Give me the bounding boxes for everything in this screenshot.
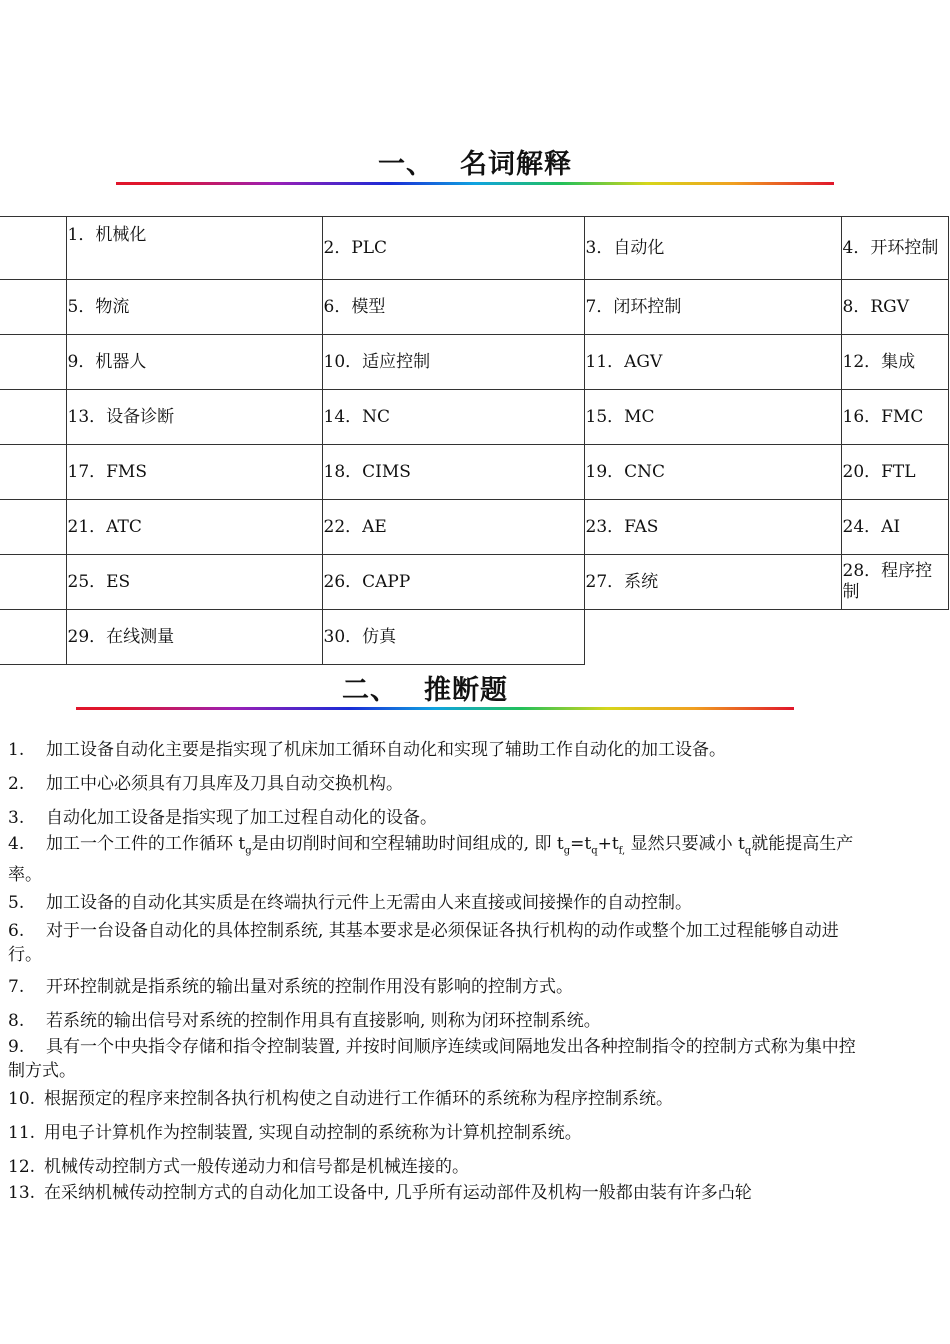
table-row: [0, 555, 948, 610]
question-number: 10.: [8, 1089, 36, 1110]
question-number: 11.: [8, 1123, 36, 1144]
table-cell-blank: [0, 445, 66, 500]
list-item: [8, 1121, 868, 1145]
table-row: [0, 217, 948, 280]
question-number: 8.: [8, 1011, 25, 1032]
term-cell: 25．ES: [66, 555, 322, 610]
table-row: [0, 500, 948, 555]
question-number: 7.: [8, 977, 25, 998]
question-text: 自动化加工设备是指实现了加工过程自动化的设备。: [46, 808, 437, 828]
question-number: 4.: [8, 834, 25, 854]
question-text: 在采纳机械传动控制方式的自动化加工设备中, 几乎所有运动部件及机构一般都由装有许多凸轮: [44, 1183, 752, 1204]
table-cell-blank: [0, 280, 66, 335]
term-cell: 16．FMC: [841, 390, 948, 445]
rainbow-divider: [76, 707, 794, 710]
term-cell: 11．AGV: [584, 335, 841, 390]
question-text: 对于一台设备自动化的具体控制系统, 其基本要求是必须保证各执行机构的动作或整个加工过程能够自动进行。: [8, 921, 839, 966]
term-cell: 5．物流: [66, 280, 322, 335]
list-item: [8, 806, 868, 830]
term-cell: 22．AE: [322, 500, 584, 555]
list-item: [8, 738, 868, 762]
table-cell-blank: [0, 610, 66, 665]
question-list: [8, 738, 868, 1205]
table-cell-blank: [0, 335, 66, 390]
question-number: 12.: [8, 1157, 36, 1178]
list-item: [8, 772, 868, 796]
term-cell: 28．程序控制: [841, 555, 948, 610]
term-cell: 7．闭环控制: [584, 280, 841, 335]
term-cell: 18．CIMS: [322, 445, 584, 500]
term-cell: 24．AI: [841, 500, 948, 555]
question-number: 5.: [8, 893, 25, 914]
section-number: 一、: [378, 149, 434, 180]
question-text: 具有一个中央指令存储和指令控制装置, 并按时间顺序连续或间隔地发出各种控制指令的控制方式称为集中控制方式。: [8, 1037, 856, 1082]
list-item: [8, 975, 868, 999]
section-number: 二、: [342, 675, 398, 706]
question-number: 6.: [8, 921, 25, 942]
section-heading-2: [0, 668, 900, 707]
question-text: 加工设备的自动化其实质是在终端执行元件上无需由人来直接或间接操作的自动控制。: [46, 893, 692, 914]
question-number: 3.: [8, 808, 25, 828]
term-cell: 3．自动化: [584, 217, 841, 280]
section-title: 推断题: [424, 675, 508, 706]
term-cell: 9．机器人: [66, 335, 322, 390]
question-text: 加工中心必须具有刀具库及刀具自动交换机构。: [46, 774, 403, 794]
term-cell: 20．FTL: [841, 445, 948, 500]
table-cell-blank: [0, 555, 66, 610]
term-cell: 1．机械化: [66, 217, 322, 280]
term-cell: 8．RGV: [841, 280, 948, 335]
table-cell-blank: [0, 217, 66, 280]
question-number: 13.: [8, 1183, 36, 1204]
table-cell-blank: [0, 500, 66, 555]
section-title: 名词解释: [460, 149, 572, 180]
term-cell: 13．设备诊断: [66, 390, 322, 445]
question-number: 9.: [8, 1037, 25, 1058]
table-row: [0, 390, 948, 445]
term-cell: 19．CNC: [584, 445, 841, 500]
list-item: [8, 919, 868, 967]
list-item: [8, 1035, 868, 1083]
table-row: [0, 445, 948, 500]
table-row: [0, 335, 948, 390]
term-cell: 14．NC: [322, 390, 584, 445]
term-cell: 27．系统: [584, 555, 841, 610]
list-item: [8, 1155, 868, 1179]
term-cell: 29．在线测量: [66, 610, 322, 665]
question-text: 开环控制就是指系统的输出量对系统的控制作用没有影响的控制方式。: [46, 977, 573, 998]
question-text: 加工一个工件的工作循环 $t_g$是由切削时间和空程辅助时间组成的, 即 $t_g=t_q+t_{f,}$ 显然只要减小 $t_q$就能提高生产率。: [8, 834, 854, 886]
term-cell: 4．开环控制: [841, 217, 948, 280]
list-item: [8, 832, 868, 887]
term-cell: 30．仿真: [322, 610, 584, 665]
term-cell: 17．FMS: [66, 445, 322, 500]
term-cell: 2．PLC: [322, 217, 584, 280]
term-cell: 6．模型: [322, 280, 584, 335]
list-item: [8, 1087, 868, 1111]
table-cell-blank: [584, 610, 841, 665]
term-cell: 23．FAS: [584, 500, 841, 555]
question-text: 用电子计算机作为控制装置, 实现自动控制的系统称为计算机控制系统。: [44, 1123, 582, 1144]
term-cell: 26．CAPP: [322, 555, 584, 610]
term-cell: 21．ATC: [66, 500, 322, 555]
term-cell: 10．适应控制: [322, 335, 584, 390]
table-row: [0, 280, 948, 335]
rainbow-divider: [116, 182, 834, 185]
question-number: 2.: [8, 774, 25, 794]
question-text: 加工设备自动化主要是指实现了机床加工循环自动化和实现了辅助工作自动化的加工设备。: [46, 740, 726, 760]
term-cell: 12．集成: [841, 335, 948, 390]
terms-table: [0, 216, 949, 665]
list-item: [8, 891, 868, 915]
question-text: 机械传动控制方式一般传递动力和信号都是机械连接的。: [44, 1157, 469, 1178]
table-cell-blank: [841, 610, 948, 665]
list-item: [8, 1009, 868, 1033]
question-text: 根据预定的程序来控制各执行机构使之自动进行工作循环的系统称为程序控制系统。: [44, 1089, 673, 1110]
question-number: 1.: [8, 740, 25, 760]
term-cell: 15．MC: [584, 390, 841, 445]
section-heading-1: [0, 142, 950, 181]
table-cell-blank: [0, 390, 66, 445]
table-row: [0, 610, 948, 665]
question-text: 若系统的输出信号对系统的控制作用具有直接影响, 则称为闭环控制系统。: [46, 1011, 601, 1032]
list-item: [8, 1181, 868, 1205]
